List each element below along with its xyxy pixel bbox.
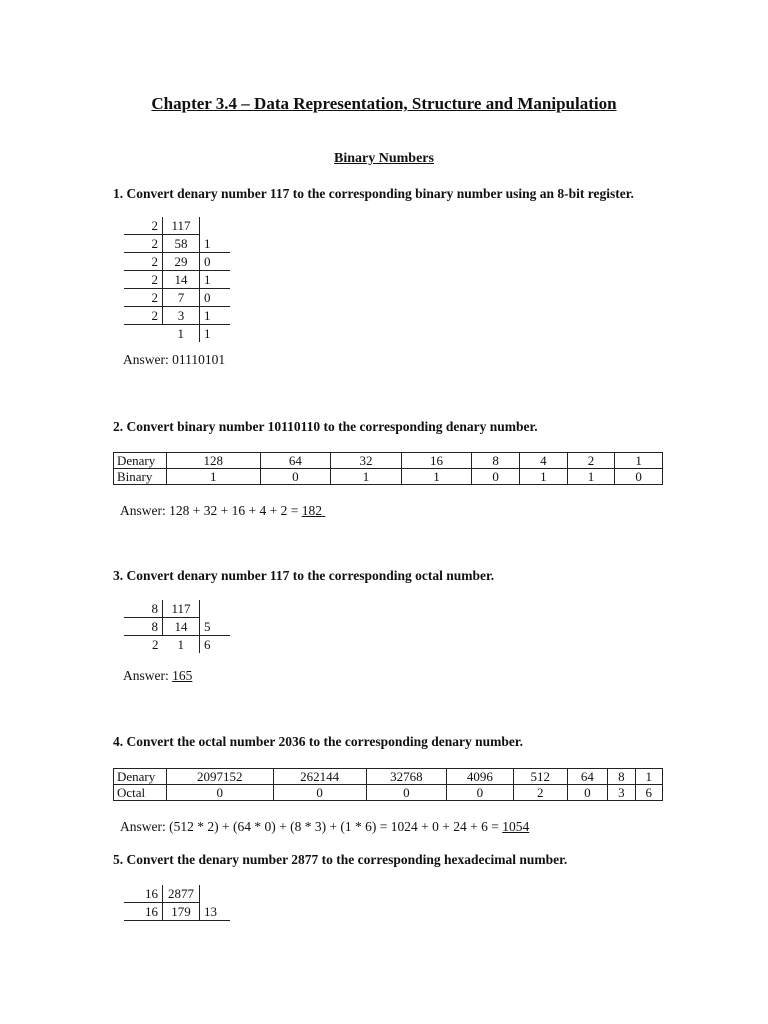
- ladder-number: 29: [163, 253, 200, 271]
- table-cell: 1: [615, 453, 663, 469]
- ladder-number: 3: [163, 307, 200, 325]
- table-cell: 0: [567, 785, 608, 801]
- ladder-remainder: [200, 600, 231, 618]
- ladder-row: [124, 885, 230, 903]
- ladder-divisor: 16: [124, 885, 163, 903]
- table-cell: 3: [608, 785, 635, 801]
- table-cell: 6: [635, 785, 662, 801]
- table-cell: 0: [615, 469, 663, 485]
- table-cell: 2: [513, 785, 567, 801]
- ladder-row: [124, 271, 230, 289]
- answer-1: Answer: 01110101: [123, 352, 226, 367]
- ladder-number: 117: [163, 217, 200, 235]
- answer-3-label: Answer:: [123, 668, 173, 683]
- row-label: Binary: [114, 469, 167, 485]
- table-row: [114, 469, 663, 485]
- ladder-remainder: 6: [200, 636, 231, 654]
- table-cell: 8: [472, 453, 520, 469]
- ladder-remainder: 13: [200, 903, 231, 921]
- table-cell: 1: [567, 469, 615, 485]
- ladder-number: 14: [163, 271, 200, 289]
- ladder-row: [124, 325, 230, 343]
- ladder-row: [124, 618, 230, 636]
- answer-3: [123, 668, 192, 684]
- ladder-divisor: 2: [124, 307, 163, 325]
- ladder-row: [124, 253, 230, 271]
- table-row: [114, 769, 663, 785]
- ladder-divisor: 2: [152, 637, 159, 652]
- row-label: Denary: [114, 769, 167, 785]
- ladder-remainder: 5: [200, 618, 231, 636]
- ladder-remainder: 1: [200, 307, 231, 325]
- ladder-row: [124, 289, 230, 307]
- binary-place-value-table: [113, 452, 663, 485]
- table-cell: 2097152: [167, 769, 274, 785]
- table-cell: 8: [608, 769, 635, 785]
- table-cell: 2: [567, 453, 615, 469]
- row-label: Octal: [114, 785, 167, 801]
- ladder-remainder: [200, 217, 231, 235]
- table-cell: 0: [472, 469, 520, 485]
- answer-4: [120, 819, 529, 835]
- ladder-remainder: 0: [200, 289, 231, 307]
- section-heading: Binary Numbers: [334, 151, 434, 166]
- binary-division-ladder: [124, 217, 230, 342]
- table-cell: 0: [446, 785, 513, 801]
- table-cell: 32: [331, 453, 402, 469]
- table-cell: 0: [260, 469, 331, 485]
- table-cell: 16: [401, 453, 472, 469]
- ladder-divisor: 2: [124, 289, 163, 307]
- table-cell: 1: [519, 469, 567, 485]
- question-2: 2. Convert binary number 10110110 to the corresponding denary number.: [113, 419, 538, 434]
- ladder-divisor: 2: [124, 253, 163, 271]
- ladder-remainder: [200, 885, 231, 903]
- table-cell: 64: [260, 453, 331, 469]
- table-cell: 128: [167, 453, 261, 469]
- ladder-remainder: 1: [200, 235, 231, 253]
- page-title: Chapter 3.4 – Data Representation, Structure and Manipulation: [151, 94, 617, 113]
- table-cell: 64: [567, 769, 608, 785]
- ladder-divisor: 16: [124, 903, 163, 921]
- ladder-divisor: 2: [124, 217, 163, 235]
- ladder-row: [124, 600, 230, 618]
- table-cell: 512: [513, 769, 567, 785]
- table-row: [114, 785, 663, 801]
- table-cell: 4096: [446, 769, 513, 785]
- table-cell: 0: [273, 785, 366, 801]
- row-label: Denary: [114, 453, 167, 469]
- table-cell: 32768: [366, 769, 446, 785]
- ladder-number: 14: [163, 618, 200, 636]
- ladder-number: 2877: [163, 885, 200, 903]
- question-4: 4. Convert the octal number 2036 to the corresponding denary number.: [113, 734, 523, 749]
- answer-4-working: Answer: (512 * 2) + (64 * 0) + (8 * 3) + (1 * 6) = 1024 + 0 + 24 + 6 =: [120, 819, 503, 834]
- ladder-row: [124, 217, 230, 235]
- ladder-row: [124, 903, 230, 921]
- ladder-divisor: 8: [124, 600, 163, 618]
- ladder-remainder: 0: [200, 253, 231, 271]
- question-1: 1. Convert denary number 117 to the corresponding binary number using an 8-bit register.: [113, 186, 634, 201]
- ladder-number: 1: [177, 637, 184, 652]
- ladder-divisor: [124, 325, 163, 343]
- ladder-number: 179: [163, 903, 200, 921]
- table-cell: 1: [167, 469, 261, 485]
- table-cell: 4: [519, 453, 567, 469]
- table-cell: 1: [635, 769, 662, 785]
- table-cell: 0: [366, 785, 446, 801]
- ladder-number: 58: [163, 235, 200, 253]
- question-5: 5. Convert the denary number 2877 to the corresponding hexadecimal number.: [113, 852, 568, 867]
- table-cell: 0: [167, 785, 274, 801]
- table-cell: 262144: [273, 769, 366, 785]
- ladder-remainder: 1: [200, 325, 231, 343]
- table-row: [114, 453, 663, 469]
- ladder-row: [124, 307, 230, 325]
- answer-2-value: 182: [301, 503, 322, 518]
- ladder-divisor: 2: [124, 271, 163, 289]
- question-3: 3. Convert denary number 117 to the corresponding octal number.: [113, 568, 495, 583]
- hex-division-ladder: [124, 885, 230, 921]
- octal-division-ladder: [124, 600, 230, 653]
- ladder-number: 1: [177, 326, 184, 341]
- ladder-divisor: 8: [124, 618, 163, 636]
- table-cell: 1: [331, 469, 402, 485]
- ladder-number: 7: [163, 289, 200, 307]
- ladder-row: [124, 636, 230, 654]
- ladder-row: [124, 235, 230, 253]
- ladder-number: 117: [163, 600, 200, 618]
- answer-4-value: 1054: [502, 819, 530, 834]
- octal-place-value-table: [113, 768, 663, 801]
- answer-3-value: 165: [172, 668, 193, 683]
- answer-2: [120, 503, 325, 519]
- table-cell: 1: [401, 469, 472, 485]
- ladder-divisor: 2: [124, 235, 163, 253]
- ladder-remainder: 1: [200, 271, 231, 289]
- answer-2-working: Answer: 128 + 32 + 16 + 4 + 2 =: [120, 503, 302, 518]
